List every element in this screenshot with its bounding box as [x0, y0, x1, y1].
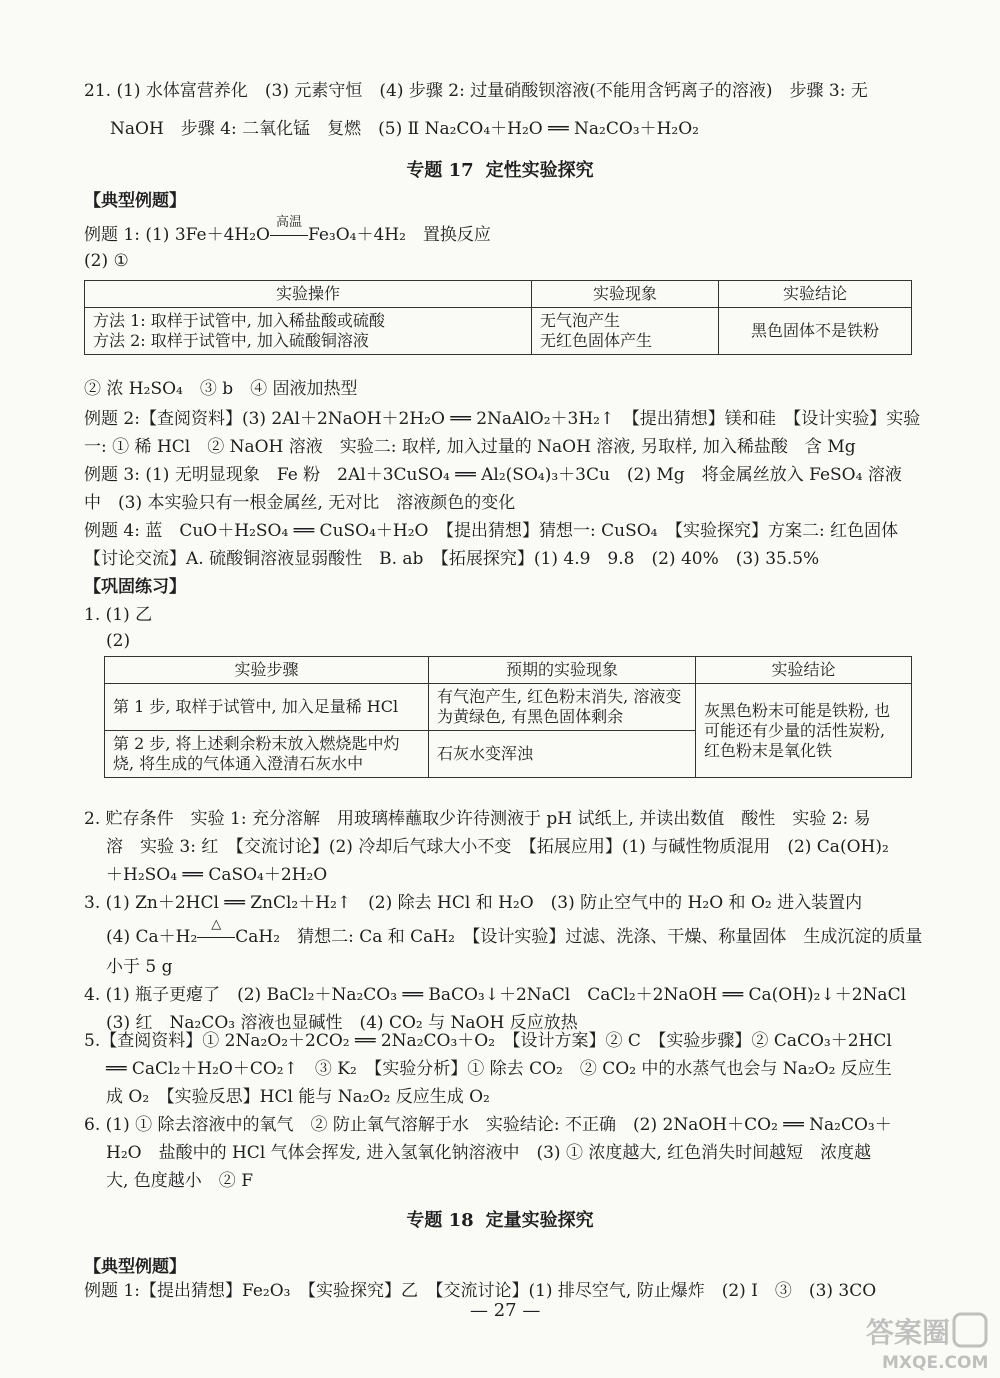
practice-3-line-2: (4) Ca＋H₂ △ CaH₂ 猜想二: Ca 和 CaH₂ 【设计实验】过滤、洗涤、干燥、称量固体 生成沉淀的质量	[106, 917, 923, 947]
practice-5-line-1: 5.【查阅资料】① 2Na₂O₂＋2CO₂ ══ 2Na₂CO₃＋O₂ 【设计方案】② C 【实验步骤】② CaCO₃＋2HCl	[84, 1031, 892, 1051]
practice-3-line-1: 3. (1) Zn＋2HCl ══ ZnCl₂＋H₂↑ (2) 除去 HCl 和 H₂O (3) 防止空气中的 H₂O 和 O₂ 进入装置内	[84, 893, 863, 913]
example-3-line-2: 中 (3) 本实验只有一根金属丝, 无对比 溶液颜色的变化	[84, 493, 516, 513]
practice-4-line-1: 4. (1) 瓶子更瘪了 (2) BaCl₂＋Na₂CO₃ ══ BaCO₃↓＋2NaCl CaCl₂＋2NaOH ══ Ca(OH)₂↓＋2NaCl	[84, 985, 907, 1005]
table1-header-phenomenon: 实验现象	[532, 281, 719, 308]
reaction-condition: 高温	[270, 225, 308, 247]
example-1-part-2: (2) ①	[84, 251, 129, 271]
table1-header-op: 实验操作	[85, 281, 532, 308]
table1-header-conclusion: 实验结论	[719, 281, 912, 308]
practice-6-line-1: 6. (1) ① 除去溶液中的氧气 ② 防止氧气溶解于水 实验结论: 不正确 (2) 2NaOH＋CO₂ ══ Na₂CO₃＋	[84, 1115, 892, 1135]
table2-step-2: 第 2 步, 将上述剩余粉末放入燃烧匙中灼烧, 将生成的气体通入澄清石灰水中	[105, 731, 429, 778]
practice-1-part-2: (2)	[106, 631, 131, 651]
table2-step-1-phenomenon: 有气泡产生, 红色粉末消失, 溶液变为黄绿色, 有黑色固体剩余	[429, 684, 696, 731]
table2-step-1: 第 1 步, 取样于试管中, 加入足量稀 HCl	[105, 684, 429, 731]
experiment-table-1	[84, 280, 912, 355]
example-3-line-1: 例题 3: (1) 无明显现象 Fe 粉 2Al＋3CuSO₄ ══ Al₂(SO₄)₃＋3Cu (2) Mg 将金属丝放入 FeSO₄ 溶液	[84, 465, 902, 485]
q21-line-1: 21. (1) 水体富营养化 (3) 元素守恒 (4) 步骤 2: 过量硝酸钡溶液(不能用含钙离子的溶液) 步骤 3: 无	[84, 81, 868, 101]
example-1-equation: 例题 1: (1) 3Fe＋4H₂O 高温 Fe₃O₄＋4H₂ 置换反应	[84, 215, 491, 245]
table1-phenomena: 无气泡产生 无红色固体产生	[532, 308, 719, 355]
table2-conclusion: 灰黑色粉末可能是铁粉, 也可能还有少量的活性炭粉, 红色粉末是氧化铁	[696, 684, 912, 778]
topic-18-name: 定量实验探究	[485, 1210, 594, 1231]
topic-18-title	[0, 1206, 1000, 1232]
watermark-icon	[862, 1310, 992, 1374]
example-2-line-2: 一: ① 稀 HCl ② NaOH 溶液 实验二: 取样, 加入过量的 NaOH 溶液, 另取样, 加入稀盐酸 含 Mg	[84, 437, 856, 457]
table1-conclusion: 黑色固体不是铁粉	[719, 308, 912, 355]
topic-17-title	[0, 156, 1000, 182]
table2-step-2-phenomenon: 石灰水变浑浊	[429, 731, 696, 778]
practice-5-line-3: 成 O₂ 【实验反思】HCl 能与 Na₂O₂ 反应生成 O₂	[106, 1087, 490, 1107]
practice-1-part-1: 1. (1) 乙	[84, 605, 153, 625]
table2-header-steps: 实验步骤	[105, 657, 429, 684]
practice-3-line-3: 小于 5 g	[106, 957, 173, 977]
practice-4-line-2: (3) 红 Na₂CO₃ 溶液也显碱性 (4) CO₂ 与 NaOH 反应放热	[106, 1013, 578, 1033]
table1-operations: 方法 1: 取样于试管中, 加入稀盐酸或硫酸 方法 2: 取样于试管中, 加入硫酸铜溶液	[85, 308, 532, 355]
watermark-logo	[862, 1310, 992, 1374]
practice-6-line-2: H₂O 盐酸中的 HCl 气体会挥发, 进入氢氧化钠溶液中 (3) ① 浓度越大, 红色消失时间越短 浓度越	[106, 1143, 872, 1163]
topic-17-name: 定性实验探究	[485, 160, 594, 181]
section-typical-examples: 【典型例题】	[84, 191, 186, 211]
table2-header-conclusion: 实验结论	[696, 657, 912, 684]
example-4-line-2: 【讨论交流】A. 硫酸铜溶液显弱酸性 B. ab 【拓展探究】(1) 4.9 9.8 (2) 40% (3) 35.5%	[84, 549, 820, 569]
example-1-part-2-rest: ② 浓 H₂SO₄ ③ b ④ 固液加热型	[84, 379, 358, 399]
section-practice: 【巩固练习】	[84, 577, 186, 597]
watermark-domain: MXQE.COM	[882, 1353, 989, 1373]
topic-18-example-1: 例题 1:【提出猜想】Fe₂O₃ 【实验探究】乙 【交流讨论】(1) 排尽空气, 防止爆炸 (2) Ⅰ ③ (3) 3CO	[84, 1281, 877, 1301]
heat-condition: △	[197, 927, 235, 949]
topic-18-number: 专题 18	[406, 1210, 474, 1231]
example-4-line-1: 例题 4: 蓝 CuO＋H₂SO₄ ══ CuSO₄＋H₂O 【提出猜想】猜想一: CuSO₄ 【实验探究】方案二: 红色固体	[84, 521, 899, 541]
table2-header-phenomenon: 预期的实验现象	[429, 657, 696, 684]
watermark-text: 答案圈	[866, 1316, 951, 1349]
section-typical-examples-2: 【典型例题】	[84, 1257, 186, 1277]
example-2-line-1: 例题 2:【查阅资料】(3) 2Al＋2NaOH＋2H₂O ══ 2NaAlO₂＋3H₂↑ 【提出猜想】镁和硅 【设计实验】实验	[84, 409, 921, 429]
practice-2-line-1: 2. 贮存条件 实验 1: 充分溶解 用玻璃棒蘸取少许待测液于 pH 试纸上, 并读出数值 酸性 实验 2: 易	[84, 809, 871, 829]
q21-line-2: NaOH 步骤 4: 二氧化锰 复燃 (5) Ⅱ Na₂CO₄＋H₂O ══ Na₂CO₃＋H₂O₂	[110, 119, 699, 139]
practice-2-line-2: 溶 实验 3: 红 【交流讨论】(2) 冷却后气球大小不变 【拓展应用】(1) 与碱性物质混用 (2) Ca(OH)₂	[106, 837, 889, 857]
practice-6-line-3: 大, 色度越小 ② F	[106, 1171, 254, 1191]
practice-2-line-3: ＋H₂SO₄ ══ CaSO₄＋2H₂O	[106, 865, 328, 885]
page-number: — 27 —	[470, 1300, 541, 1321]
experiment-table-2	[104, 656, 912, 778]
practice-5-line-2: ══ CaCl₂＋H₂O＋CO₂↑ ③ K₂ 【实验分析】① 除去 CO₂ ② CO₂ 中的水蒸气也会与 Na₂O₂ 反应生	[106, 1059, 892, 1079]
topic-17-number: 专题 17	[406, 160, 474, 181]
